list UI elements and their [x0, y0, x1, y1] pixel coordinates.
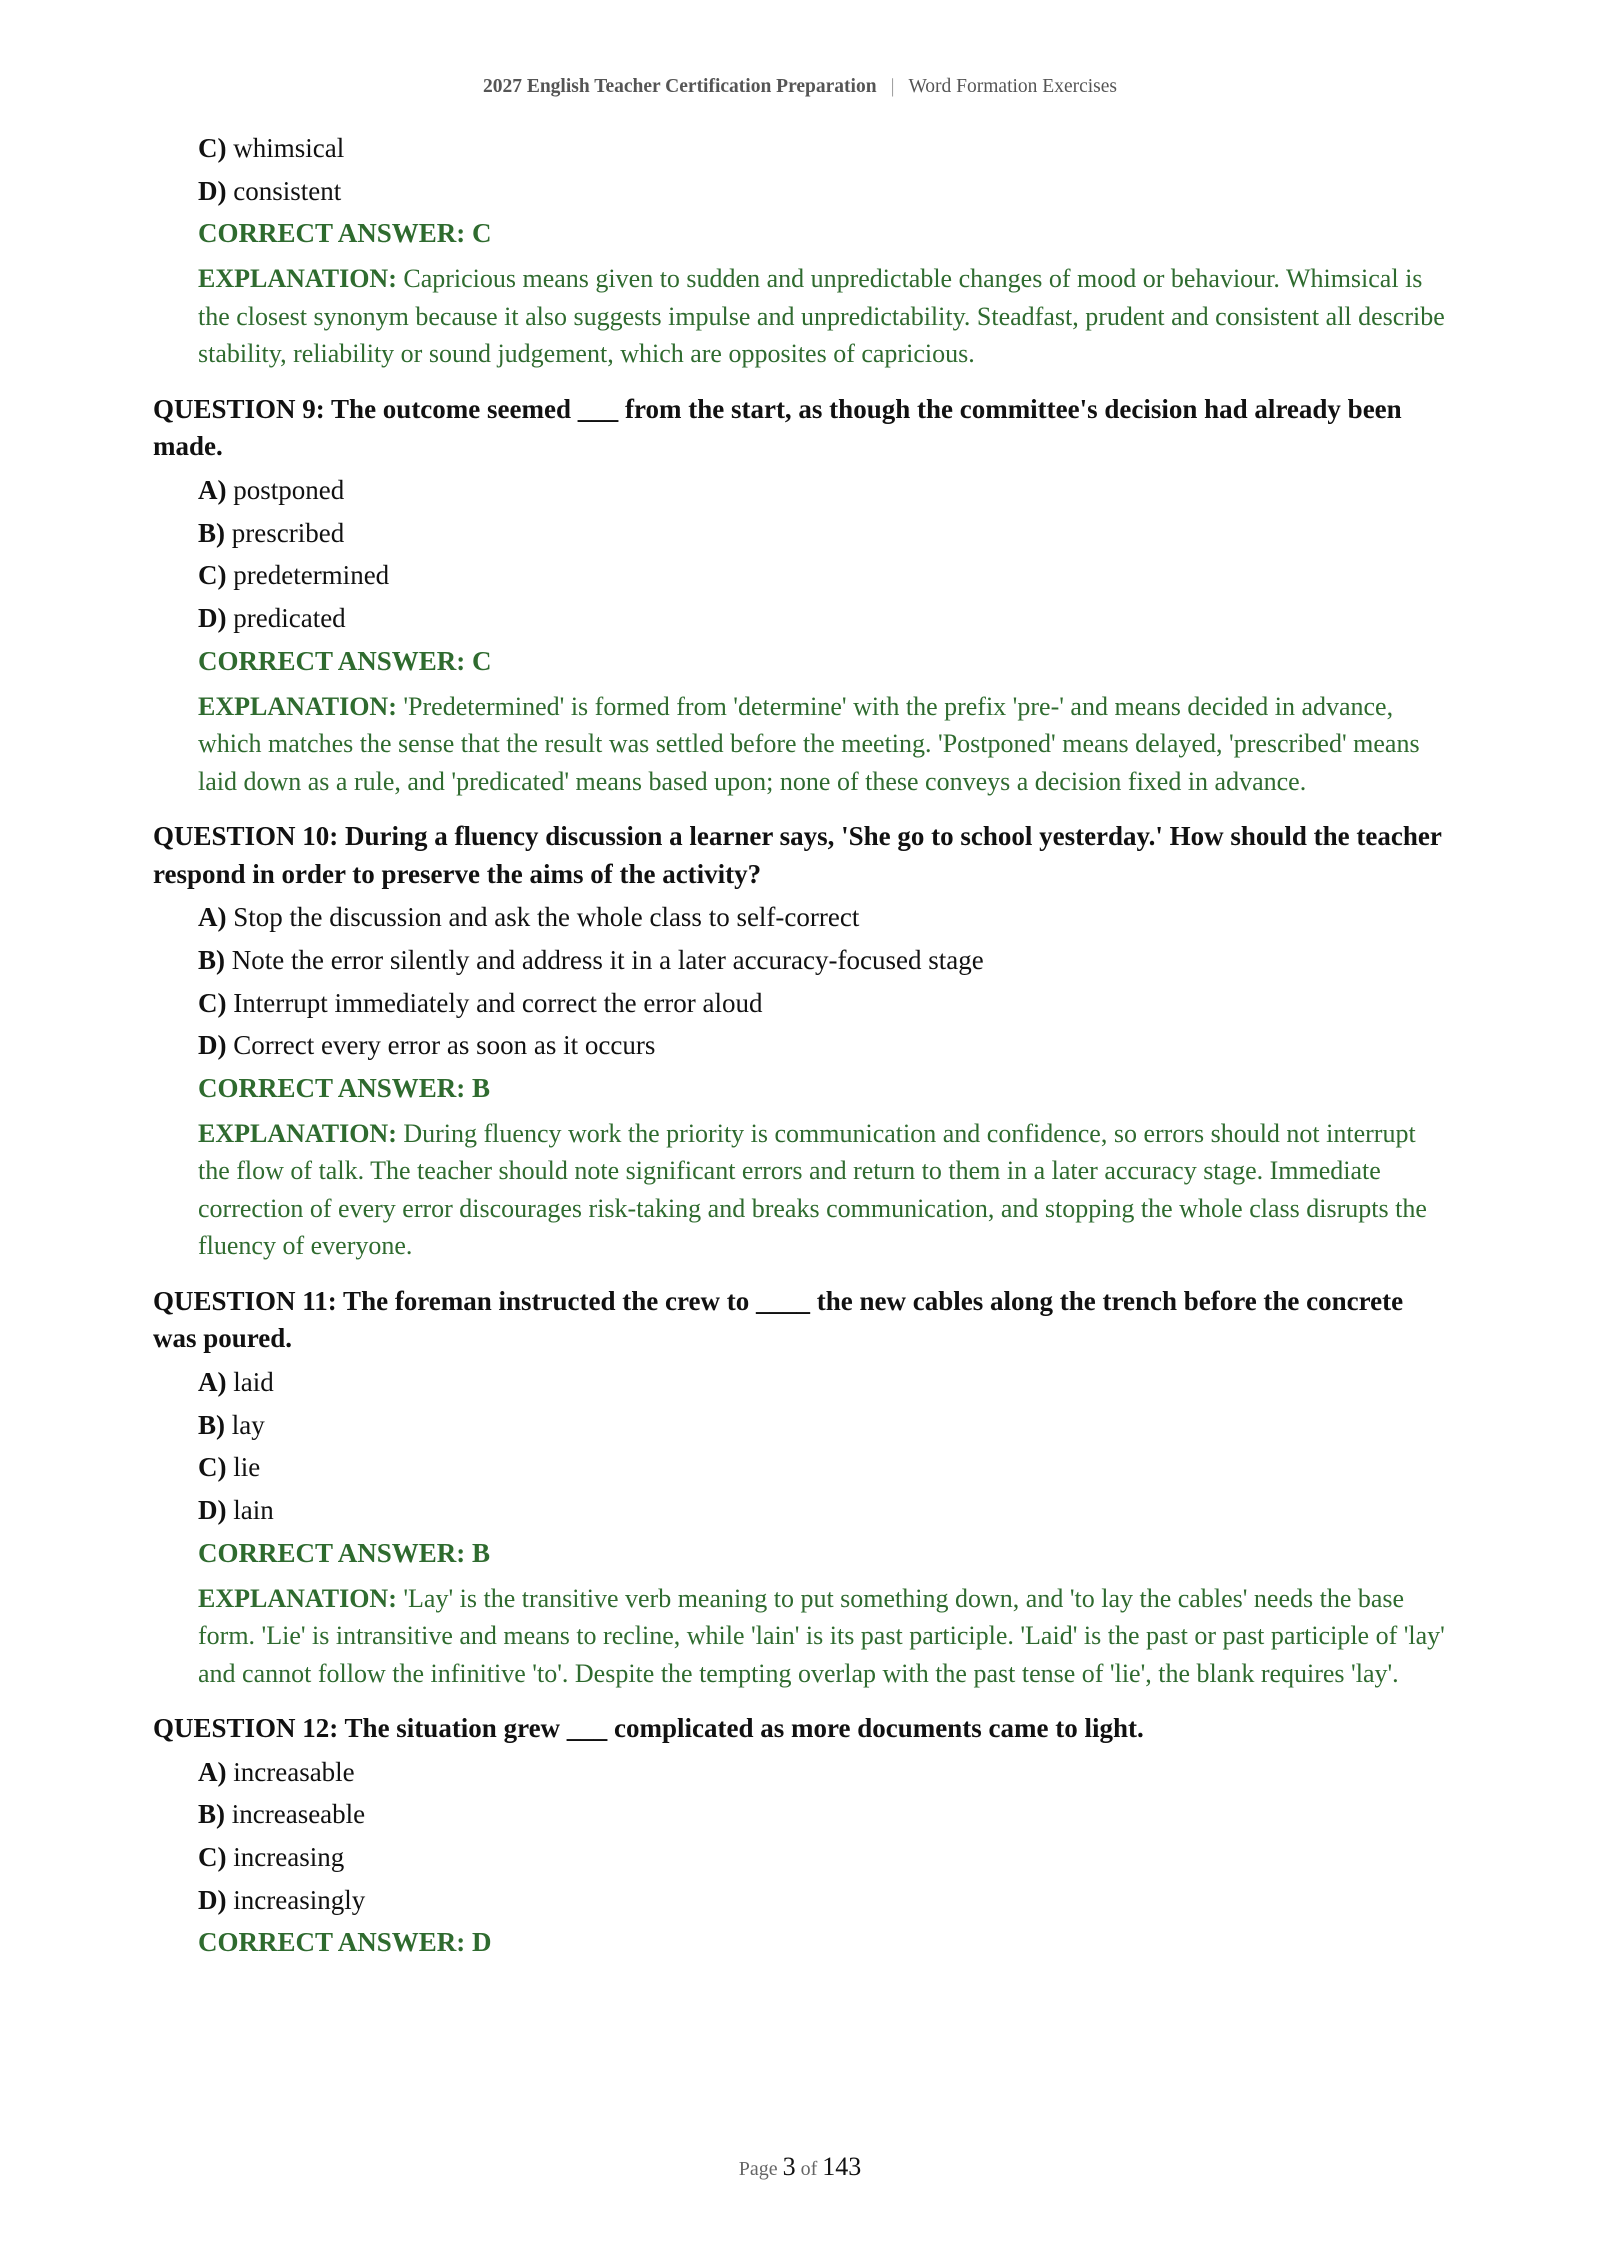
option-text: lain: [233, 1494, 274, 1525]
option-letter: C): [198, 133, 227, 163]
question-text: QUESTION 9: The outcome seemed ___ from the start, as though the committee's decision had already been made.: [153, 393, 1402, 462]
option-text: Note the error silently and address it in a later accuracy-focused stage: [231, 944, 984, 975]
option-d: [198, 1885, 1453, 1915]
option-a: [198, 475, 1453, 505]
explanation: [198, 1115, 1453, 1265]
option-letter: A): [198, 1366, 227, 1397]
option-text: prescribed: [231, 517, 345, 548]
option-letter: D): [198, 1884, 227, 1915]
option-c: [198, 1452, 1453, 1482]
option-letter: B): [198, 1799, 225, 1830]
option-d: [198, 1030, 1453, 1060]
option-c: [198, 1842, 1453, 1872]
correct-answer: CORRECT ANSWER: D: [198, 1927, 492, 1958]
option-a: [198, 902, 1453, 932]
option-text: Correct every error as soon as it occurs: [233, 1030, 656, 1061]
option-letter: D): [198, 175, 227, 206]
option-text: increasing: [233, 1842, 345, 1872]
question-9: [153, 391, 1453, 800]
explanation-text: During fluency work the priority is communication and confidence, so errors should not interrupt the flow of talk. The teacher should note significant errors and return to them in a later accuracy stage. Immediate correction of every error discourages risk-taking and breaks communication, and stopping the whole class disrupts the fluency of everyone.: [198, 1118, 1427, 1261]
option-b: [198, 1410, 1453, 1440]
question-11: [153, 1283, 1453, 1692]
option-letter: D): [198, 1030, 227, 1061]
option-text: predicated: [233, 602, 346, 633]
option-d: [198, 176, 1453, 206]
question-text: QUESTION 11: The foreman instructed the crew to ____ the new cables along the trench before the concrete was poured.: [153, 1285, 1404, 1354]
explanation: [198, 1580, 1453, 1693]
page-footer: [0, 2152, 1600, 2182]
option-b: [198, 1799, 1453, 1829]
option-text: Stop the discussion and ask the whole class to self-correct: [233, 902, 860, 933]
page-word: Page: [738, 2158, 778, 2180]
correct-answer: CORRECT ANSWER: C: [198, 218, 492, 249]
of-word: of: [800, 2158, 818, 2180]
option-letter: A): [198, 1756, 227, 1787]
option-text: increasable: [233, 1756, 355, 1787]
option-letter: C): [198, 560, 227, 591]
option-text: increasingly: [233, 1884, 366, 1915]
option-text: lie: [233, 1452, 261, 1483]
explanation: [198, 688, 1453, 801]
option-letter: B): [198, 944, 225, 975]
explanation-text: 'Predetermined' is formed from 'determine' with the prefix 'pre-' and means decided in advance, which matches the sense that the result was settled before the meeting. 'Postponed' means delayed, 'prescribed' means laid down as a rule, and 'predicated' means based upon; none of these conveys a decision fixed in advance.: [198, 691, 1420, 796]
explanation-label: EXPLANATION:: [198, 1583, 397, 1613]
option-letter: C): [198, 1452, 227, 1483]
running-header: [0, 76, 1600, 98]
option-text: predetermined: [233, 560, 390, 591]
option-text: whimsical: [233, 133, 345, 163]
option-b: [198, 518, 1453, 548]
header-title: 2027 English Teacher Certification Preparation: [482, 76, 877, 97]
option-d: [198, 603, 1453, 633]
option-letter: A): [198, 474, 227, 505]
option-letter: C): [198, 987, 227, 1018]
option-a: [198, 1367, 1453, 1397]
header-section: Word Formation Exercises: [908, 76, 1118, 97]
option-c: [198, 560, 1453, 590]
option-text: laid: [233, 1366, 274, 1397]
option-text: lay: [231, 1409, 265, 1440]
option-letter: B): [198, 517, 225, 548]
correct-answer: CORRECT ANSWER: B: [198, 1072, 491, 1103]
option-letter: D): [198, 1494, 227, 1525]
question-text: QUESTION 10: During a fluency discussion a learner says, 'She go to school yesterday.' How should the teacher respond in order to preserve the aims of the activity?: [153, 821, 1442, 889]
option-c: [198, 133, 1453, 163]
option-letter: D): [198, 602, 227, 633]
explanation-label: EXPLANATION:: [198, 264, 397, 294]
correct-answer: CORRECT ANSWER: B: [198, 1537, 491, 1568]
explanation-text: 'Lay' is the transitive verb meaning to put something down, and 'to lay the cables' needs the base form. 'Lie' is intransitive and means to recline, while 'lain' is its past participle. 'Laid' is the past or past participle of 'lay' and cannot follow the infinitive 'to'. Despite the tempting overlap with the past tense of 'lie', the blank requires 'lay'.: [198, 1583, 1445, 1688]
option-d: [198, 1495, 1453, 1525]
option-a: [198, 1757, 1453, 1787]
explanation-label: EXPLANATION:: [198, 691, 397, 721]
explanation-label: EXPLANATION:: [198, 1118, 397, 1148]
explanation-text: Capricious means given to sudden and unpredictable changes of mood or behaviour. Whimsical is the closest synonym because it also suggests impulse and unpredictability. Steadfast, prudent and consistent all describe stability, reliability or sound judgement, which are opposites of capricious.: [198, 264, 1445, 369]
explanation: [198, 260, 1453, 373]
option-text: consistent: [233, 175, 342, 206]
option-letter: B): [198, 1409, 225, 1440]
question-12: [153, 1710, 1453, 1957]
header-separator: |: [890, 76, 895, 97]
option-b: [198, 945, 1453, 975]
question-8-continuation: [153, 133, 1453, 373]
total-pages: 143: [822, 2152, 862, 2181]
option-letter: C): [198, 1842, 227, 1872]
page-content: [153, 133, 1453, 1969]
page-number: 3: [782, 2152, 796, 2181]
option-text: postponed: [233, 474, 345, 505]
option-text: increaseable: [231, 1799, 366, 1830]
correct-answer: CORRECT ANSWER: C: [198, 645, 492, 676]
question-10: [153, 818, 1453, 1265]
question-text: QUESTION 12: The situation grew ___ complicated as more documents came to light.: [153, 1713, 1144, 1744]
option-c: [198, 988, 1453, 1018]
option-text: Interrupt immediately and correct the error aloud: [233, 987, 763, 1018]
option-letter: A): [198, 902, 227, 933]
